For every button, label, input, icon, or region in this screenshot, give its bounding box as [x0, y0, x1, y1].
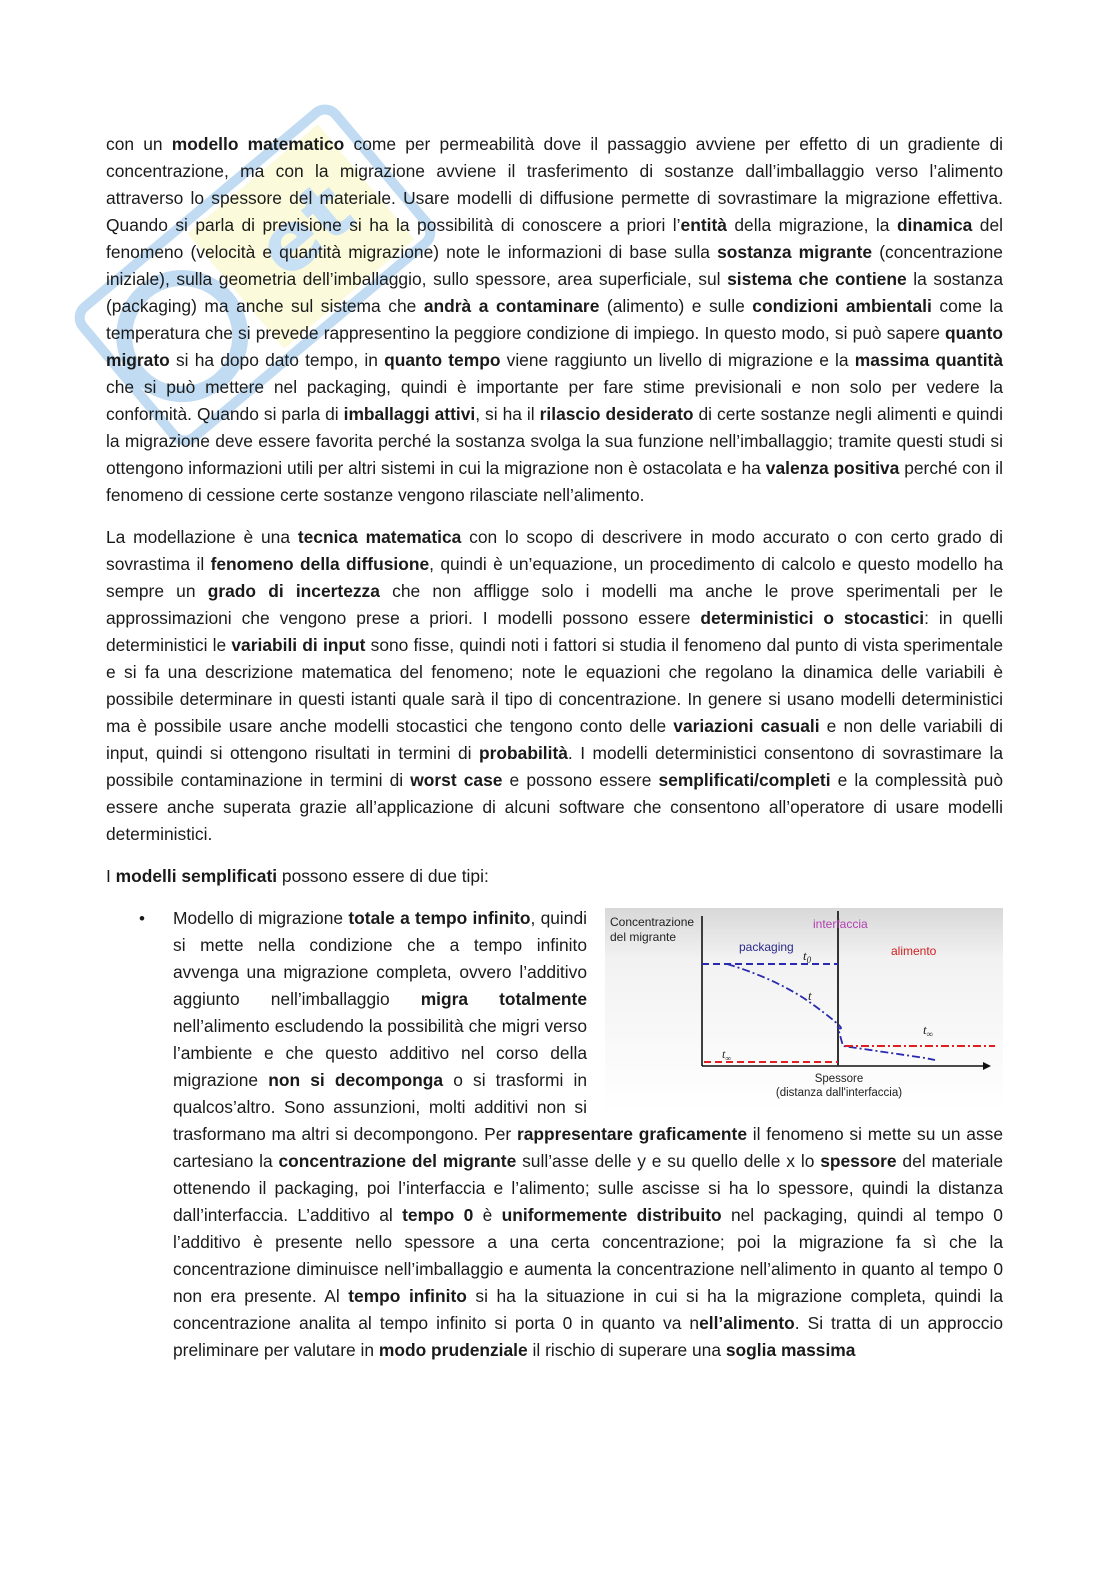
bold-text: modello matematico — [171, 134, 345, 154]
text-run: nell’alimento escludendo la possibilità che migri verso l’ambiente e che questo additivo nel corso della migrazione — [173, 1016, 587, 1090]
text-run: o si trasformi in qualcos’altro. Sono assunzioni, molti additivi non si trasformano ma altri si decompongono. Per — [173, 1070, 587, 1144]
text-run: (alimento) e sulle — [599, 296, 753, 316]
bold-text: variabili di input — [231, 635, 366, 655]
bold-text: non si decomponga — [268, 1070, 444, 1090]
bold-text: imballaggi attivi — [343, 404, 476, 424]
bold-text: sistema che contiene — [727, 269, 907, 289]
text-run: che non affligge solo i modelli ma anche le prove sperimentali per le approssimazioni che vengono prese a priori. I modelli possono essere — [106, 581, 1003, 628]
text-run: , si ha il — [475, 404, 540, 424]
bold-text: tempo infinito — [348, 1286, 467, 1306]
bold-text: worst case — [410, 770, 503, 790]
bold-text: modo prudenziale — [378, 1340, 528, 1360]
bold-text: valenza positiva — [765, 458, 900, 478]
t0-label: $t_0$ — [803, 948, 812, 965]
bold-text: probabilità — [479, 743, 568, 763]
bold-text: uniformemente distribuito — [501, 1205, 722, 1225]
text-run: con un — [106, 134, 172, 154]
text-run: il fenomeno si mette su un asse cartesiano la — [173, 1124, 1004, 1171]
text-run: come per permeabilità dove il passaggio avviene per effetto di un gradiente di concentrazione, ma con la migrazione avviene il trasferimento di sostanze dall’imballaggio verso l’alimento attraverso lo spessore del materiale. Usare modelli di diffusione permette di sovrastimare la migrazione effettiva. Quando si parla di previsione si ha la possibilità di conoscere a priori l’ — [106, 134, 1003, 235]
bold-text: andrà a contaminare — [423, 296, 600, 316]
tinf-label: $t_\infty$ — [923, 1022, 934, 1039]
text-run: , quindi è un’equazione, un procedimento di calcolo e questo modello ha sempre un — [106, 554, 1004, 601]
bold-text: dinamica — [896, 215, 973, 235]
packaging-label: packaging — [739, 940, 794, 954]
y-axis-label-line1: Concentrazione — [610, 915, 695, 929]
bold-text: modelli semplificati — [115, 866, 278, 886]
text-run: che si può mettere nel packaging, quindi è importante per fare stime previsionali e non solo per vedere la conformità. Quando si parla di — [106, 377, 1003, 424]
paragraph-1 — [106, 131, 1003, 509]
x-axis-label-line1: Spessore — [814, 1073, 864, 1085]
migration-diagram-svg — [605, 908, 1003, 1114]
bold-text: sostanza migrante — [717, 242, 873, 262]
text-run: e possono essere — [502, 770, 659, 790]
bold-text: ell’alimento — [699, 1313, 795, 1333]
text-run: si ha dopo dato tempo, in — [169, 350, 385, 370]
bold-text: rappresentare graficamente — [516, 1124, 748, 1144]
text-run: nel packaging, quindi al tempo 0 l’additivo è presente nello spessore a una certa concentrazione; poi la migrazione fa sì che la concentrazione diminuisce nell’imballaggio e aumenta la concentrazione nell’alimento in quanto al tempo 0 non era presente. Al — [173, 1205, 1003, 1306]
bold-text: tecnica matematica — [297, 527, 462, 547]
y-axis-label-line2: del migrante — [610, 930, 677, 944]
bold-text: grado di incertezza — [207, 581, 380, 601]
text-run: sull’asse delle y e su quello delle x lo — [516, 1151, 821, 1171]
bold-text: rilascio desiderato — [539, 404, 694, 424]
bold-text: quanto migrato — [106, 323, 1003, 370]
text-run: è — [473, 1205, 502, 1225]
bold-text: deterministici o stocastici — [700, 608, 925, 628]
text-run: del fenomeno (velocità e quantità migrazione) note le informazioni di base sulla — [106, 215, 1003, 262]
text-run: , quindi si mette nella condizione che a tempo infinito avvenga una migrazione completa, ovvero l’additivo aggiunto nell’imballaggio — [173, 908, 587, 1009]
bold-text: soglia massima — [725, 1340, 856, 1360]
paragraph-3 — [106, 863, 1003, 890]
document-page — [106, 131, 1003, 1364]
bold-text: totale a tempo infinito — [348, 908, 531, 928]
text-run: sono fisse, quindi noti i fattori si studia il fenomeno dal punto di vista sperimentale e si fa una descrizione matematica del fenomeno; note le equazioni che regolano la dinamica delle variabili è possibile determinare in questi istanti quale sarà il tipo di concentrazione. In genere si usano modelli deterministici ma è possibile usare anche modelli stocastici che tengono conto delle — [106, 635, 1003, 736]
bullet-icon: • — [139, 909, 145, 928]
bullet-list-item — [106, 905, 1003, 1364]
text-run: come la temperatura che si prevede rappresentino la peggiore condizione di impiego. In questo modo, si può sapere — [106, 296, 1003, 343]
text-run: con lo scopo di descrivere in modo accurato o con certo grado di sovrastima il — [106, 527, 1003, 574]
bold-text: condizioni ambientali — [752, 296, 932, 316]
interface-label: interfaccia — [813, 917, 868, 931]
bold-text: spessore — [820, 1151, 897, 1171]
text-run: La modellazione è una — [106, 527, 298, 547]
bold-text: quanto tempo — [384, 350, 501, 370]
text-run: la sostanza (packaging) ma anche sul sistema che — [106, 269, 1003, 316]
text-run: il rischio di superare una — [527, 1340, 726, 1360]
text-run: (concentrazione iniziale), sulla geometria dell’imballaggio, sullo spessore, area superficiale, sul — [106, 242, 1003, 289]
t-label: t — [808, 988, 812, 1003]
bold-text: massima quantità — [854, 350, 1003, 370]
bold-text: variazioni casuali — [673, 716, 820, 736]
text-run: viene raggiunto un livello di migrazione e la — [500, 350, 855, 370]
food-label: alimento — [891, 944, 937, 958]
bold-text: semplificati/completi — [658, 770, 831, 790]
bold-text: tempo 0 — [402, 1205, 474, 1225]
text-run: I — [106, 866, 116, 886]
bold-text: fenomeno della diffusione — [210, 554, 430, 574]
text-run: di certe sostanze negli alimenti e quindi la migrazione deve essere favorita perché la sostanza svolga la sua funzione nell’imballaggio; tramite questi studi si ottengono informazioni utili per altri sistemi in cui la migrazione non è ostacolata e ha — [106, 404, 1003, 478]
watermark-letters: et — [238, 162, 372, 297]
tinf-left-label: $t_\infty$ — [722, 1047, 732, 1063]
text-run: perché con il fenomeno di cessione certe sostanze vengono rilasciate nell’alimento. — [106, 458, 1003, 505]
text-run: si ha la situazione in cui si ha la migrazione completa, quindi la concentrazione analita al tempo infinito si porta 0 in quanto va n — [173, 1286, 1003, 1333]
text-run: e non delle variabili di input, quindi si ottengono risultati in termini di — [106, 716, 1003, 763]
text-run: possono essere di due tipi: — [277, 866, 489, 886]
text-run: . I modelli deterministici consentono di sovrastimare la possibile contaminazione in termini di — [106, 743, 1003, 790]
bold-text: entità — [680, 215, 727, 235]
text-run: . Si tratta di un approccio preliminare per valutare in — [173, 1313, 1003, 1360]
x-axis-label-line2: (distanza dall'interfaccia) — [775, 1087, 903, 1099]
bold-text: migra totalmente — [420, 989, 587, 1009]
migration-diagram — [605, 908, 1003, 1114]
text-run: : in quelli deterministici le — [106, 608, 1004, 655]
text-run: e la complessità può essere anche superata grazie all’applicazione di alcuni software che consentono all’operatore di usare modelli deterministici. — [106, 770, 1003, 844]
text-run: Modello di migrazione — [173, 908, 349, 928]
text-run: della migrazione, la — [726, 215, 897, 235]
bold-text: concentrazione del migrante — [278, 1151, 517, 1171]
text-run: del materiale ottenendo il packaging, poi l’interfaccia e l’alimento; sulle ascisse si ha lo spessore, quindi la distanza dall’interfaccia. L’additivo al — [173, 1151, 1004, 1225]
paragraph-2 — [106, 524, 1003, 848]
